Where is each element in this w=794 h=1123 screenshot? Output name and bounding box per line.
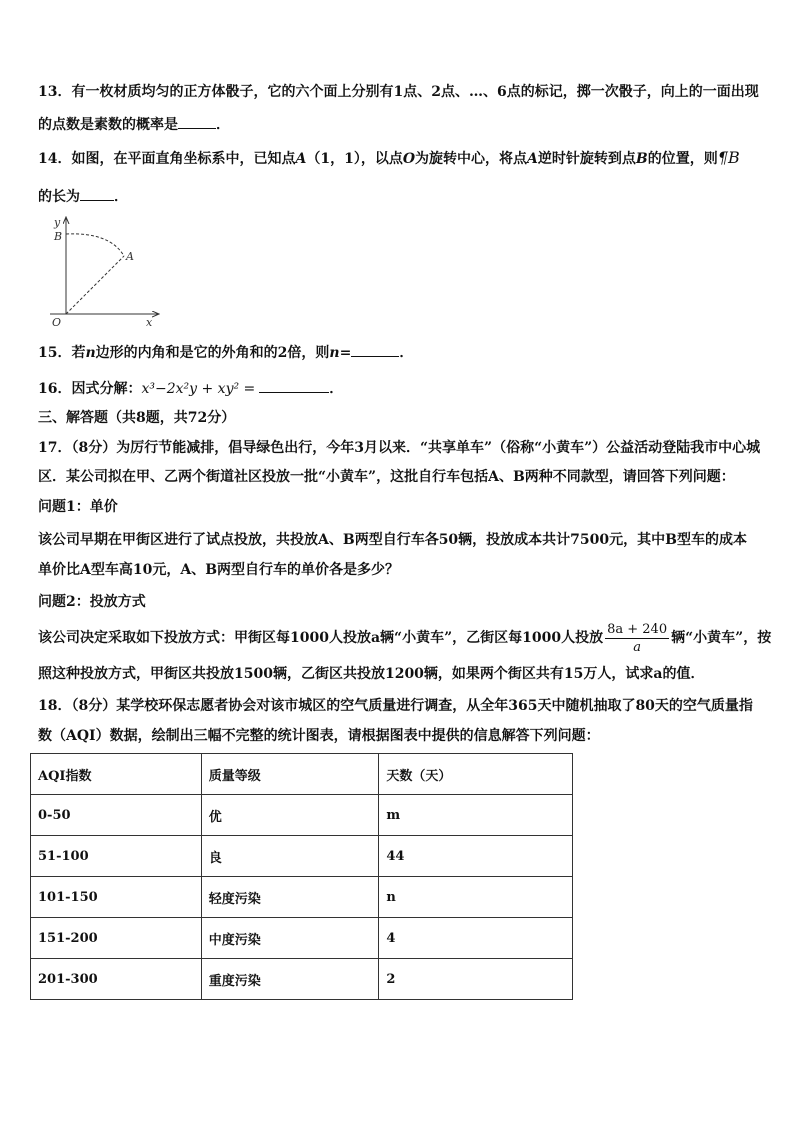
q14-arc-symbol: ¶B: [717, 148, 740, 167]
q15-n: n: [85, 345, 96, 361]
cell-days: n: [379, 877, 573, 918]
q16-text-1: 16．因式分解：: [38, 381, 142, 397]
header-days: 天数（天）: [379, 754, 573, 795]
q14-point-a: A: [295, 151, 307, 167]
section3-title: 三、解答题（共8题，共72分）: [38, 410, 236, 426]
cell-days: 44: [379, 836, 573, 877]
q17-sub2-line1: [38, 619, 772, 657]
q17-line1: 17．（8分）为厉行节能减排，倡导绿色出行，今年3月以来．“共享单车”（俗称“小黄车”）公益活动登陆我市中心城: [38, 440, 761, 456]
point-b-label: B: [54, 230, 63, 243]
header-level: 质量等级: [201, 754, 379, 795]
q13-line2: [38, 114, 758, 135]
q15-text-2: 边形的内角和是它的外角和的2倍，则: [95, 345, 330, 361]
q14-point-o: O: [402, 151, 416, 167]
point-a-label: A: [126, 250, 134, 263]
q16-end: ．: [329, 381, 344, 397]
table-row: [31, 836, 573, 877]
q15-text-3: =: [339, 345, 352, 361]
q17-sub1-line1: 该公司早期在甲街区进行了试点投放，共投放A、B两型自行车各50辆，投放成本共计7500元，其中B型车的成本: [38, 532, 747, 548]
q13-line1: 13．有一枚材质均匀的正方体骰子，它的六个面上分别有1点、2点、…、6点的标记，掷一次骰子，向上的一面出现: [38, 84, 759, 100]
q16-expression: x³−2x²y + xy² =: [141, 381, 256, 397]
cell-days: 2: [379, 959, 573, 1000]
q17-sub2-text-a: 该公司决定采取如下投放方式：甲街区每1000人投放a辆“小黄车”，乙街区每1000人投放: [38, 630, 604, 646]
aqi-table: [30, 753, 573, 1000]
q14-text-6: 的长为: [38, 189, 80, 205]
q15-end: ．: [399, 345, 414, 361]
q16-line: [38, 378, 758, 399]
q14-text-5: 的位置，则: [647, 151, 718, 167]
table-row: [31, 795, 573, 836]
q14-line2: [38, 186, 758, 207]
q14-answer-blank[interactable]: [80, 186, 114, 201]
q15-text-1: 15．若: [38, 345, 86, 361]
cell-level: 重度污染: [201, 959, 379, 1000]
fraction-numerator: 8a + 240: [607, 621, 668, 637]
cell-level: 良: [201, 836, 379, 877]
q14-text-4: 逆时针旋转到点: [537, 151, 636, 167]
q14-line1: [38, 148, 758, 169]
cell-aqi: 51-100: [31, 836, 202, 877]
origin-label: O: [52, 316, 62, 329]
cell-days: m: [379, 795, 573, 836]
cell-aqi: 0-50: [31, 795, 202, 836]
q18-line2: 数（AQI）数据，绘制出三幅不完整的统计图表，请根据图表中提供的信息解答下列问题：: [38, 728, 600, 744]
cell-days: 4: [379, 918, 573, 959]
q17-line2: 区．某公司拟在甲、乙两个街道社区投放一批“小黄车”，这批自行车包括A、B两种不同款型，请回答下列问题：: [38, 469, 735, 485]
table-row: [31, 959, 573, 1000]
q17-fraction: [605, 621, 669, 656]
q14-point-b: B: [635, 151, 648, 167]
fraction-denominator: a: [633, 639, 641, 655]
segment-oa: [66, 256, 124, 314]
table-row: [31, 918, 573, 959]
q14-text-1: 14．如图，在平面直角坐标系中，已知点: [38, 151, 296, 167]
cell-aqi: 201-300: [31, 959, 202, 1000]
cell-level: 优: [201, 795, 379, 836]
q17-sub2-line2: 照这种投放方式，甲街区共投放1500辆，乙街区共投放1200辆，如果两个街区共有15万人，试求a的值．: [38, 666, 705, 682]
coordinate-figure: [40, 214, 170, 334]
q14-end: ．: [114, 189, 128, 205]
cell-aqi: 101-150: [31, 877, 202, 918]
y-label: y: [54, 216, 61, 229]
cell-aqi: 151-200: [31, 918, 202, 959]
table-row: [31, 877, 573, 918]
q14-text-3: 为旋转中心，将点: [415, 151, 528, 167]
q17-sub1-title: 问题1：单价: [38, 499, 118, 515]
x-label: x: [146, 316, 153, 329]
table-header-row: [31, 754, 573, 795]
q13-end: ．: [216, 117, 230, 133]
q15-answer-blank[interactable]: [351, 342, 399, 357]
q13-answer-blank[interactable]: [178, 114, 216, 129]
q17-sub2-title: 问题2：投放方式: [38, 594, 146, 610]
q13-text: 的点数是素数的概率是: [38, 117, 178, 133]
q17-sub1-line2: 单价比A型车高10元，A、B两型自行车的单价各是多少？: [38, 562, 400, 578]
q16-answer-blank[interactable]: [259, 378, 329, 393]
q15-n2: n: [329, 345, 340, 361]
cell-level: 轻度污染: [201, 877, 379, 918]
q14-text-2: （1，1），以点: [306, 151, 403, 167]
q17-sub2-text-b: 辆“小黄车”，按: [671, 630, 772, 646]
arc-ab: [66, 234, 124, 256]
q15-line: [38, 342, 758, 363]
cell-level: 中度污染: [201, 918, 379, 959]
header-aqi: AQI指数: [31, 754, 202, 795]
q14-point-a2: A: [527, 151, 538, 167]
q18-line1: 18．（8分）某学校环保志愿者协会对该市城区的空气质量进行调查，从全年365天中随机抽取了80天的空气质量指: [38, 698, 753, 714]
